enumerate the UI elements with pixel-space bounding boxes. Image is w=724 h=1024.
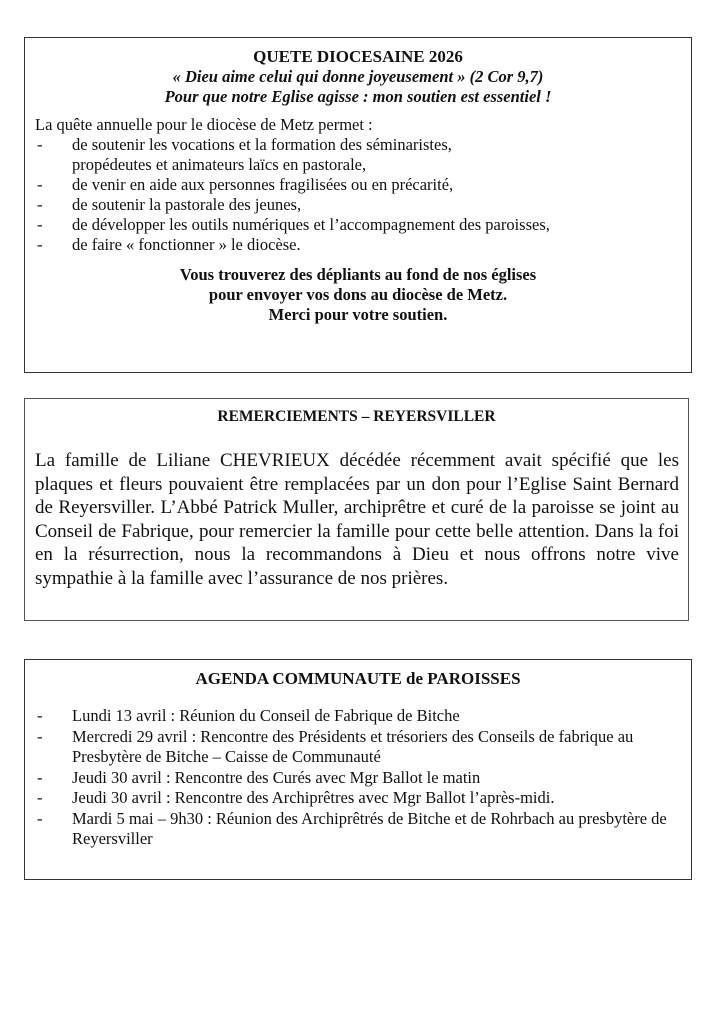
agenda-item-text: Jeudi 30 avril : Rencontre des Archiprêtres avec Mgr Ballot l’après-midi. <box>72 788 555 807</box>
agenda-item <box>35 788 691 809</box>
list-item <box>35 215 691 235</box>
dash-bullet: - <box>37 175 43 194</box>
dash-bullet: - <box>37 235 43 254</box>
closing-line: pour envoyer vos dons au diocèse de Metz. <box>208 285 508 304</box>
agenda-item <box>35 706 691 727</box>
list-item-text: de soutenir la pastorale des jeunes, <box>72 195 302 214</box>
quete-slogan: Pour que notre Eglise agisse : mon soutien est essentiel ! <box>164 87 552 106</box>
agenda-item <box>35 727 691 768</box>
quete-diocesaine-section <box>24 37 692 373</box>
dash-bullet: - <box>37 195 43 214</box>
agenda-list <box>25 706 691 850</box>
agenda-item-text: Jeudi 30 avril : Rencontre des Curés avec Mgr Ballot le matin <box>72 767 481 787</box>
dash-bullet: - <box>37 808 43 828</box>
list-item-text: de venir en aide aux personnes fragilisées ou en précarité, <box>72 175 454 194</box>
agenda-section <box>24 659 692 880</box>
closing-line: Merci pour votre soutien. <box>268 305 448 324</box>
dash-bullet: - <box>37 788 43 807</box>
closing-line: Vous trouverez des dépliants au fond de nos églises <box>179 265 537 284</box>
dash-bullet: - <box>37 767 43 787</box>
dash-bullet: - <box>37 726 43 746</box>
remerciements-section <box>24 398 689 621</box>
quete-list <box>25 135 691 255</box>
list-item <box>35 135 691 175</box>
remerciements-text: La famille de Liliane CHEVRIEUX décédée récemment avait spécifié que les plaques et fleurs pouvaient être remplacées par un don pour l’Eglise Saint Bernard de Reyersviller. L’Abbé Patrick Muller, archiprêtre et curé de la paroisse se joint au Conseil de Fabrique, pour remercier la famille pour cette belle attention. Dans la foi en la résurrection, nous la recommandons à Dieu et nous offrons notre vive sympathie à la famille avec l’assurance de nos prières. <box>35 450 679 589</box>
list-item <box>35 175 691 195</box>
agenda-item-text: Mardi 5 mai – 9h30 : Réunion des Archiprêtrés de Bitche et de Rohrbach au presbytère de Reyersviller <box>72 808 667 848</box>
list-item-text: de développer les outils numériques et l’accompagnement des paroisses, <box>72 215 550 234</box>
dash-bullet: - <box>37 215 43 234</box>
dash-bullet: - <box>37 135 43 154</box>
list-item <box>35 235 691 255</box>
list-item-continuation: propédeutes et animateurs laïcs en pastorale, <box>72 155 367 174</box>
agenda-item-text: Lundi 13 avril : Réunion du Conseil de Fabrique de Bitche <box>72 706 460 725</box>
agenda-item-text: Mercredi 29 avril : Rencontre des Présidents et trésoriers des Conseils de fabrique au Presbytère de Bitche – Caisse de Communauté <box>72 726 634 766</box>
remerciements-title: REMERCIEMENTS – REYERSVILLER <box>217 408 496 425</box>
agenda-title: AGENDA COMMUNAUTE de PAROISSES <box>195 669 521 688</box>
agenda-item <box>35 809 691 850</box>
quete-title: QUETE DIOCESAINE 2026 <box>253 47 463 66</box>
quete-quote: « Dieu aime celui qui donne joyeusement » (2 Cor 9,7) <box>172 67 544 86</box>
list-item <box>35 195 691 215</box>
quete-closing <box>25 265 691 325</box>
list-item-text: de faire « fonctionner » le diocèse. <box>72 235 301 254</box>
quete-intro: La quête annuelle pour le diocèse de Metz permet : <box>35 115 373 134</box>
list-item-text: de soutenir les vocations et la formation des séminaristes, <box>72 135 452 154</box>
agenda-item <box>35 768 691 789</box>
dash-bullet: - <box>37 706 43 725</box>
